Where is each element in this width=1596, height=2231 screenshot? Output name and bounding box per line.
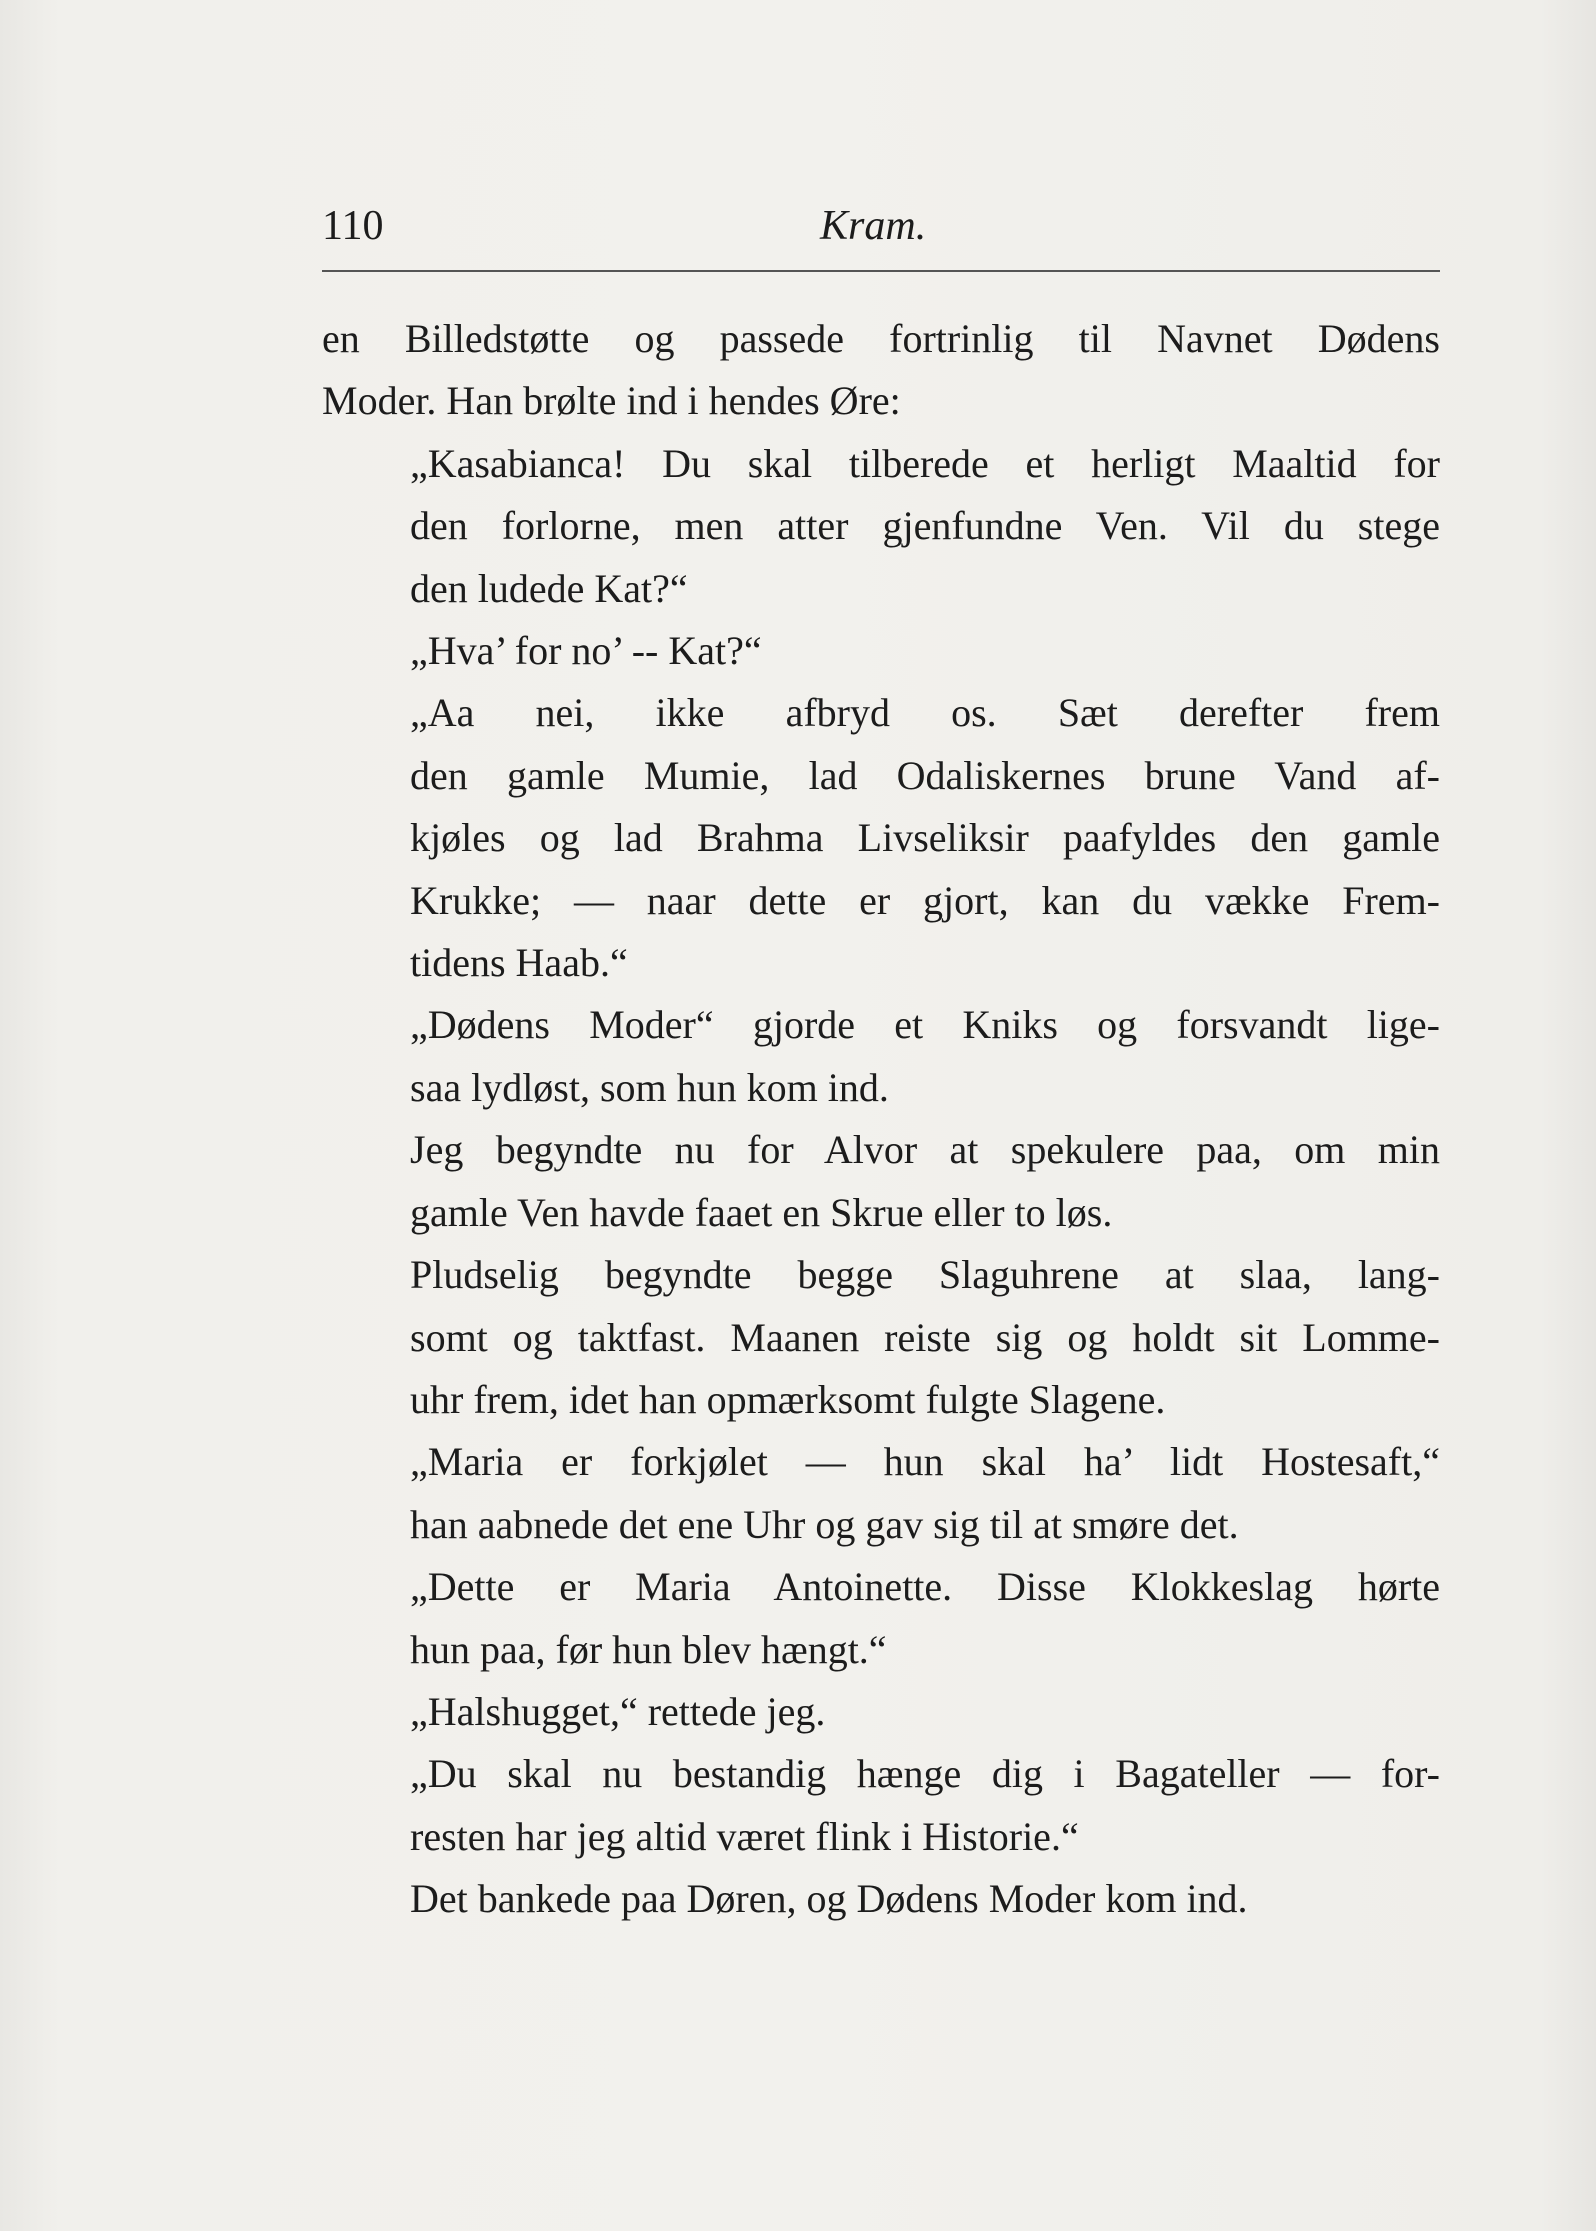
paragraph — [322, 1119, 1440, 1244]
text-line: resten har jeg altid været flink i Historie.“ — [410, 1813, 1079, 1859]
text-line: saa lydløst, som hun kom ind. — [410, 1064, 889, 1110]
paragraph — [322, 308, 1440, 433]
text-line: uhr frem, idet han opmærksomt fulgte Slagene. — [410, 1376, 1166, 1422]
page-header — [322, 196, 1440, 256]
paragraph — [322, 1431, 1440, 1556]
paragraph — [322, 1681, 1440, 1743]
text-line: „Maria er forkjølet — hun skal ha’ lidt Hostesaft,“ — [410, 1439, 1440, 1485]
paragraph — [322, 682, 1440, 994]
text-line: „Kasabianca! Du skal tilberede et herligt Maaltid for — [410, 440, 1440, 486]
header-rule — [322, 270, 1440, 272]
text-line: „Dette er Maria Antoinette. Disse Klokkeslag hørte — [410, 1564, 1440, 1610]
text-line: den forlorne, men atter gjenfundne Ven. Vil du stege — [410, 503, 1440, 549]
text-line: den gamle Mumie, lad Odaliskernes brune Vand af- — [410, 752, 1440, 798]
paragraph — [322, 1743, 1440, 1868]
text-line: han aabnede det ene Uhr og gav sig til at smøre det. — [410, 1501, 1239, 1547]
text-line: „Hva’ for no’ -- Kat?“ — [410, 628, 762, 674]
text-line: Jeg begyndte nu for Alvor at spekulere paa, om min — [410, 1127, 1440, 1173]
text-line: somt og taktfast. Maanen reiste sig og holdt sit Lomme- — [410, 1314, 1440, 1360]
text-line: Pludselig begyndte begge Slaguhrene at slaa, lang- — [410, 1252, 1440, 1298]
paragraph — [322, 433, 1440, 620]
text-line: Moder. Han brølte ind i hendes Øre: — [322, 378, 901, 424]
body-text — [322, 308, 1440, 1931]
page-number: 110 — [322, 203, 384, 249]
paragraph — [322, 1244, 1440, 1431]
running-title: Kram. — [820, 203, 927, 249]
paragraph — [322, 1868, 1440, 1930]
text-line: hun paa, før hun blev hængt.“ — [410, 1626, 887, 1672]
paragraph — [322, 620, 1440, 682]
text-line: den ludede Kat?“ — [410, 565, 688, 611]
text-line: kjøles og lad Brahma Livseliksir paafyldes den gamle — [410, 815, 1440, 861]
text-line: „Dødens Moder“ gjorde et Kniks og forsvandt lige- — [410, 1002, 1440, 1048]
text-line: „Aa nei, ikke afbryd os. Sæt derefter frem — [410, 690, 1440, 736]
text-line: Krukke; — naar dette er gjort, kan du vække Frem- — [410, 877, 1440, 923]
paragraph — [322, 994, 1440, 1119]
text-line: „Du skal nu bestandig hænge dig i Bagateller — for- — [410, 1751, 1440, 1797]
paragraph — [322, 1556, 1440, 1681]
text-line: gamle Ven havde faaet en Skrue eller to løs. — [410, 1189, 1113, 1235]
text-line: Det bankede paa Døren, og Dødens Moder kom ind. — [410, 1876, 1248, 1922]
text-line: tidens Haab.“ — [410, 940, 628, 986]
text-line: „Halshugget,“ rettede jeg. — [410, 1688, 826, 1734]
text-line: en Billedstøtte og passede fortrinlig til Navnet Dødens — [322, 316, 1440, 361]
